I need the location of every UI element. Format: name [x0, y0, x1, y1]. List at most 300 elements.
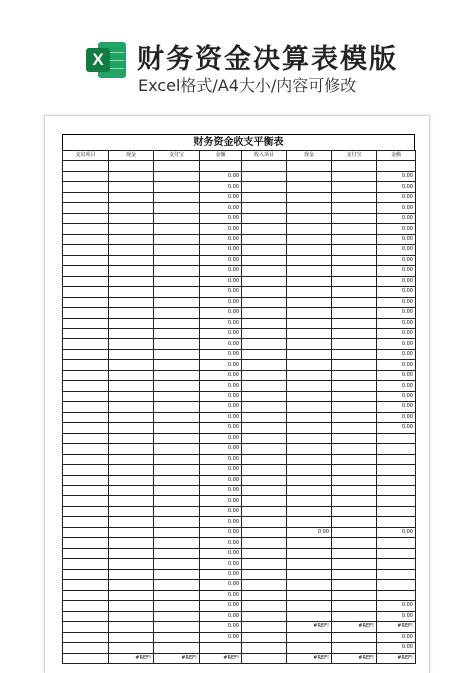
table-cell[interactable]: 0.00: [200, 381, 242, 391]
table-cell[interactable]: [332, 601, 377, 611]
table-cell[interactable]: [63, 538, 109, 548]
table-cell[interactable]: [154, 328, 200, 338]
table-cell[interactable]: [109, 454, 154, 464]
table-cell[interactable]: [63, 402, 109, 412]
table-cell[interactable]: [242, 475, 287, 485]
table-cell[interactable]: 0.00: [377, 287, 416, 297]
table-cell[interactable]: 0.00: [200, 580, 242, 590]
table-cell[interactable]: [242, 601, 287, 611]
table-cell[interactable]: 0.00: [200, 465, 242, 475]
table-cell[interactable]: [63, 370, 109, 380]
table-cell[interactable]: [63, 506, 109, 516]
table-cell[interactable]: [63, 559, 109, 569]
table-cell[interactable]: [63, 339, 109, 349]
table-cell[interactable]: [332, 559, 377, 569]
table-cell[interactable]: [154, 548, 200, 558]
table-cell[interactable]: [154, 161, 200, 171]
table-cell[interactable]: 0.00: [377, 360, 416, 370]
table-cell[interactable]: [109, 402, 154, 412]
table-cell[interactable]: [109, 245, 154, 255]
table-cell[interactable]: [332, 475, 377, 485]
table-cell[interactable]: 0.00: [200, 632, 242, 642]
table-cell[interactable]: [242, 559, 287, 569]
table-cell[interactable]: 0.00: [200, 433, 242, 443]
table-cell[interactable]: [242, 569, 287, 579]
table-cell[interactable]: [109, 224, 154, 234]
table-cell[interactable]: #REF!: [332, 622, 377, 632]
table-cell[interactable]: [377, 444, 416, 454]
table-cell[interactable]: [242, 360, 287, 370]
table-cell[interactable]: [332, 611, 377, 621]
table-cell[interactable]: [332, 423, 377, 433]
table-cell[interactable]: [287, 496, 332, 506]
table-cell[interactable]: 0.00: [200, 423, 242, 433]
table-cell[interactable]: [287, 402, 332, 412]
table-cell[interactable]: [377, 517, 416, 527]
table-cell[interactable]: [332, 402, 377, 412]
table-cell[interactable]: [63, 527, 109, 537]
table-cell[interactable]: [332, 569, 377, 579]
table-cell[interactable]: [154, 643, 200, 653]
table-cell[interactable]: [109, 203, 154, 213]
table-cell[interactable]: [332, 287, 377, 297]
table-cell[interactable]: [63, 381, 109, 391]
table-cell[interactable]: [63, 234, 109, 244]
table-cell[interactable]: 0.00: [200, 360, 242, 370]
table-cell[interactable]: [63, 349, 109, 359]
table-cell[interactable]: 0.00: [200, 349, 242, 359]
table-cell[interactable]: [63, 171, 109, 181]
table-cell[interactable]: [287, 548, 332, 558]
table-cell[interactable]: [287, 559, 332, 569]
table-cell[interactable]: [242, 653, 287, 663]
table-cell[interactable]: [154, 297, 200, 307]
table-cell[interactable]: [109, 276, 154, 286]
table-cell[interactable]: [154, 611, 200, 621]
table-cell[interactable]: [63, 318, 109, 328]
table-cell[interactable]: [242, 527, 287, 537]
table-cell[interactable]: [287, 255, 332, 265]
table-cell[interactable]: [242, 412, 287, 422]
table-cell[interactable]: [63, 496, 109, 506]
table-cell[interactable]: [287, 433, 332, 443]
table-cell[interactable]: [109, 611, 154, 621]
table-cell[interactable]: 0.00: [377, 339, 416, 349]
table-cell[interactable]: 0.00: [200, 245, 242, 255]
table-cell[interactable]: [332, 182, 377, 192]
table-cell[interactable]: 0.00: [377, 370, 416, 380]
table-cell[interactable]: [242, 632, 287, 642]
table-cell[interactable]: [63, 444, 109, 454]
table-cell[interactable]: [332, 360, 377, 370]
table-cell[interactable]: [154, 224, 200, 234]
table-cell[interactable]: 0.00: [200, 559, 242, 569]
table-cell[interactable]: 0.00: [200, 611, 242, 621]
table-cell[interactable]: [377, 465, 416, 475]
table-cell[interactable]: [332, 328, 377, 338]
table-cell[interactable]: [63, 328, 109, 338]
table-cell[interactable]: [242, 538, 287, 548]
table-cell[interactable]: 0.00: [200, 276, 242, 286]
table-cell[interactable]: #REF!: [332, 653, 377, 663]
table-cell[interactable]: [242, 245, 287, 255]
table-cell[interactable]: [332, 590, 377, 600]
table-cell[interactable]: [242, 486, 287, 496]
table-cell[interactable]: [63, 203, 109, 213]
table-cell[interactable]: 0.00: [377, 601, 416, 611]
table-cell[interactable]: [377, 496, 416, 506]
table-cell[interactable]: [242, 391, 287, 401]
table-cell[interactable]: [287, 171, 332, 181]
table-cell[interactable]: [200, 161, 242, 171]
table-cell[interactable]: [109, 266, 154, 276]
table-cell[interactable]: [63, 517, 109, 527]
table-cell[interactable]: 0.00: [377, 192, 416, 202]
table-cell[interactable]: [287, 161, 332, 171]
table-cell[interactable]: [287, 266, 332, 276]
table-cell[interactable]: 0.00: [200, 370, 242, 380]
table-cell[interactable]: [332, 339, 377, 349]
table-cell[interactable]: [154, 213, 200, 223]
table-cell[interactable]: [109, 559, 154, 569]
table-cell[interactable]: [287, 643, 332, 653]
table-cell[interactable]: 0.00: [200, 203, 242, 213]
table-cell[interactable]: 0.00: [200, 601, 242, 611]
table-cell[interactable]: [287, 245, 332, 255]
table-cell[interactable]: [154, 391, 200, 401]
table-cell[interactable]: [242, 611, 287, 621]
table-cell[interactable]: [63, 622, 109, 632]
table-cell[interactable]: [109, 287, 154, 297]
table-cell[interactable]: [287, 391, 332, 401]
table-cell[interactable]: 0.00: [200, 402, 242, 412]
table-cell[interactable]: 0.00: [200, 287, 242, 297]
table-cell[interactable]: [287, 465, 332, 475]
table-cell[interactable]: #REF!: [109, 653, 154, 663]
table-cell[interactable]: [332, 643, 377, 653]
table-cell[interactable]: [63, 391, 109, 401]
table-cell[interactable]: [332, 538, 377, 548]
table-cell[interactable]: [287, 224, 332, 234]
table-cell[interactable]: [332, 234, 377, 244]
table-cell[interactable]: [63, 266, 109, 276]
table-cell[interactable]: 0.00: [377, 611, 416, 621]
table-cell[interactable]: [377, 580, 416, 590]
table-cell[interactable]: [109, 632, 154, 642]
table-cell[interactable]: [332, 255, 377, 265]
table-cell[interactable]: [242, 423, 287, 433]
table-cell[interactable]: [109, 486, 154, 496]
table-cell[interactable]: [154, 402, 200, 412]
table-cell[interactable]: [332, 391, 377, 401]
table-cell[interactable]: [332, 454, 377, 464]
table-cell[interactable]: 0.00: [200, 192, 242, 202]
table-cell[interactable]: 0.00: [200, 297, 242, 307]
table-cell[interactable]: 0.00: [377, 423, 416, 433]
table-cell[interactable]: [154, 632, 200, 642]
table-cell[interactable]: [154, 192, 200, 202]
table-cell[interactable]: [287, 328, 332, 338]
table-cell[interactable]: [109, 360, 154, 370]
table-cell[interactable]: 0.00: [200, 182, 242, 192]
table-cell[interactable]: [242, 203, 287, 213]
table-cell[interactable]: [332, 527, 377, 537]
table-cell[interactable]: 0.00: [200, 506, 242, 516]
table-cell[interactable]: [154, 370, 200, 380]
table-cell[interactable]: [109, 192, 154, 202]
table-cell[interactable]: [109, 506, 154, 516]
table-cell[interactable]: [63, 287, 109, 297]
table-cell[interactable]: [154, 423, 200, 433]
table-cell[interactable]: #REF!: [377, 653, 416, 663]
table-cell[interactable]: #REF!: [154, 653, 200, 663]
table-cell[interactable]: [63, 182, 109, 192]
table-cell[interactable]: [287, 276, 332, 286]
table-cell[interactable]: [242, 224, 287, 234]
table-cell[interactable]: [242, 318, 287, 328]
table-cell[interactable]: [109, 538, 154, 548]
table-cell[interactable]: [242, 349, 287, 359]
table-cell[interactable]: [332, 203, 377, 213]
table-cell[interactable]: [332, 506, 377, 516]
table-cell[interactable]: [377, 569, 416, 579]
table-cell[interactable]: [154, 276, 200, 286]
table-cell[interactable]: [242, 548, 287, 558]
table-cell[interactable]: 0.00: [377, 255, 416, 265]
table-cell[interactable]: 0.00: [200, 234, 242, 244]
table-cell[interactable]: [377, 590, 416, 600]
table-cell[interactable]: [377, 433, 416, 443]
table-cell[interactable]: [287, 381, 332, 391]
table-cell[interactable]: [200, 643, 242, 653]
table-cell[interactable]: [154, 412, 200, 422]
table-cell[interactable]: [242, 381, 287, 391]
table-cell[interactable]: [154, 339, 200, 349]
table-cell[interactable]: [154, 496, 200, 506]
table-cell[interactable]: [109, 590, 154, 600]
table-cell[interactable]: [109, 349, 154, 359]
table-cell[interactable]: [377, 486, 416, 496]
table-cell[interactable]: 0.00: [200, 486, 242, 496]
table-cell[interactable]: 0.00: [377, 412, 416, 422]
table-cell[interactable]: [154, 506, 200, 516]
table-cell[interactable]: 0.00: [200, 444, 242, 454]
table-cell[interactable]: [377, 538, 416, 548]
table-cell[interactable]: [287, 486, 332, 496]
table-cell[interactable]: [109, 527, 154, 537]
table-cell[interactable]: [242, 192, 287, 202]
table-cell[interactable]: [242, 370, 287, 380]
table-cell[interactable]: 0.00: [377, 391, 416, 401]
table-cell[interactable]: [63, 601, 109, 611]
table-cell[interactable]: 0.00: [377, 245, 416, 255]
table-cell[interactable]: [287, 517, 332, 527]
table-cell[interactable]: [242, 255, 287, 265]
table-cell[interactable]: 0.00: [377, 328, 416, 338]
table-cell[interactable]: [109, 171, 154, 181]
table-cell[interactable]: 0.00: [200, 308, 242, 318]
table-cell[interactable]: [109, 517, 154, 527]
table-cell[interactable]: [242, 213, 287, 223]
table-cell[interactable]: [287, 297, 332, 307]
table-cell[interactable]: [242, 517, 287, 527]
table-cell[interactable]: [109, 444, 154, 454]
table-cell[interactable]: [154, 255, 200, 265]
table-cell[interactable]: [242, 402, 287, 412]
table-cell[interactable]: [332, 496, 377, 506]
table-cell[interactable]: 0.00: [200, 318, 242, 328]
table-cell[interactable]: [287, 590, 332, 600]
table-cell[interactable]: [109, 496, 154, 506]
table-cell[interactable]: [109, 234, 154, 244]
table-cell[interactable]: [109, 391, 154, 401]
table-cell[interactable]: [242, 297, 287, 307]
table-cell[interactable]: 0.00: [377, 182, 416, 192]
table-cell[interactable]: [332, 213, 377, 223]
table-cell[interactable]: [287, 339, 332, 349]
table-cell[interactable]: 0.00: [377, 224, 416, 234]
table-cell[interactable]: [109, 308, 154, 318]
table-cell[interactable]: [63, 245, 109, 255]
table-cell[interactable]: 0.00: [200, 454, 242, 464]
table-cell[interactable]: [63, 308, 109, 318]
table-cell[interactable]: [63, 580, 109, 590]
table-cell[interactable]: [242, 328, 287, 338]
table-cell[interactable]: [154, 182, 200, 192]
table-cell[interactable]: [63, 590, 109, 600]
table-cell[interactable]: [154, 475, 200, 485]
table-cell[interactable]: [332, 245, 377, 255]
table-cell[interactable]: [63, 276, 109, 286]
table-cell[interactable]: [332, 370, 377, 380]
table-cell[interactable]: [154, 444, 200, 454]
table-cell[interactable]: [242, 287, 287, 297]
table-cell[interactable]: 0.00: [200, 590, 242, 600]
table-cell[interactable]: [377, 454, 416, 464]
table-cell[interactable]: [332, 349, 377, 359]
table-cell[interactable]: [109, 433, 154, 443]
table-cell[interactable]: [242, 643, 287, 653]
table-cell[interactable]: [377, 506, 416, 516]
table-cell[interactable]: [109, 423, 154, 433]
table-cell[interactable]: [63, 433, 109, 443]
table-cell[interactable]: [287, 308, 332, 318]
table-cell[interactable]: [332, 444, 377, 454]
table-cell[interactable]: [287, 538, 332, 548]
table-cell[interactable]: [63, 643, 109, 653]
table-cell[interactable]: [63, 632, 109, 642]
table-cell[interactable]: [287, 506, 332, 516]
table-cell[interactable]: [109, 161, 154, 171]
table-cell[interactable]: [154, 234, 200, 244]
table-cell[interactable]: 0.00: [377, 171, 416, 181]
table-cell[interactable]: [154, 517, 200, 527]
table-cell[interactable]: [332, 171, 377, 181]
table-cell[interactable]: 0.00: [377, 402, 416, 412]
table-cell[interactable]: [242, 454, 287, 464]
table-cell[interactable]: 0.00: [200, 517, 242, 527]
table-cell[interactable]: [332, 580, 377, 590]
table-cell[interactable]: [332, 192, 377, 202]
table-cell[interactable]: [287, 370, 332, 380]
table-cell[interactable]: [109, 182, 154, 192]
table-cell[interactable]: [109, 601, 154, 611]
table-cell[interactable]: [332, 465, 377, 475]
table-cell[interactable]: 0.00: [200, 412, 242, 422]
table-cell[interactable]: [63, 213, 109, 223]
table-cell[interactable]: [242, 496, 287, 506]
table-cell[interactable]: [109, 328, 154, 338]
table-cell[interactable]: 0.00: [200, 569, 242, 579]
table-cell[interactable]: [287, 611, 332, 621]
table-cell[interactable]: [332, 266, 377, 276]
table-cell[interactable]: 0.00: [377, 213, 416, 223]
table-cell[interactable]: [109, 255, 154, 265]
table-cell[interactable]: [242, 506, 287, 516]
table-cell[interactable]: [63, 475, 109, 485]
table-cell[interactable]: [332, 412, 377, 422]
table-cell[interactable]: [63, 255, 109, 265]
table-cell[interactable]: [287, 192, 332, 202]
table-cell[interactable]: [287, 475, 332, 485]
table-cell[interactable]: [154, 601, 200, 611]
table-cell[interactable]: 0.00: [200, 266, 242, 276]
table-cell[interactable]: 0.00: [200, 622, 242, 632]
table-cell[interactable]: 0.00: [377, 203, 416, 213]
table-cell[interactable]: 0.00: [200, 255, 242, 265]
table-cell[interactable]: 0.00: [200, 391, 242, 401]
table-cell[interactable]: [242, 276, 287, 286]
table-cell[interactable]: [109, 465, 154, 475]
table-cell[interactable]: [332, 297, 377, 307]
table-cell[interactable]: [154, 580, 200, 590]
table-cell[interactable]: [109, 622, 154, 632]
table-cell[interactable]: 0.00: [200, 224, 242, 234]
table-cell[interactable]: [154, 360, 200, 370]
table-cell[interactable]: 0.00: [377, 266, 416, 276]
table-cell[interactable]: [154, 590, 200, 600]
table-cell[interactable]: [332, 433, 377, 443]
table-cell[interactable]: [63, 161, 109, 171]
table-cell[interactable]: [287, 569, 332, 579]
table-cell[interactable]: [332, 224, 377, 234]
table-cell[interactable]: [154, 171, 200, 181]
table-cell[interactable]: 0.00: [287, 527, 332, 537]
table-cell[interactable]: [109, 580, 154, 590]
table-cell[interactable]: [63, 465, 109, 475]
table-cell[interactable]: 0.00: [377, 632, 416, 642]
table-cell[interactable]: 0.00: [377, 308, 416, 318]
table-cell[interactable]: [377, 475, 416, 485]
table-cell[interactable]: [332, 548, 377, 558]
table-cell[interactable]: 0.00: [377, 276, 416, 286]
table-cell[interactable]: [63, 423, 109, 433]
table-cell[interactable]: 0.00: [377, 349, 416, 359]
table-cell[interactable]: 0.00: [200, 171, 242, 181]
table-cell[interactable]: [154, 381, 200, 391]
table-cell[interactable]: 0.00: [377, 527, 416, 537]
table-cell[interactable]: [287, 454, 332, 464]
table-cell[interactable]: [287, 182, 332, 192]
table-cell[interactable]: [109, 475, 154, 485]
table-cell[interactable]: [332, 486, 377, 496]
table-cell[interactable]: [63, 569, 109, 579]
table-cell[interactable]: [109, 297, 154, 307]
table-cell[interactable]: 0.00: [200, 496, 242, 506]
table-cell[interactable]: [154, 245, 200, 255]
table-cell[interactable]: [332, 381, 377, 391]
table-cell[interactable]: [154, 569, 200, 579]
